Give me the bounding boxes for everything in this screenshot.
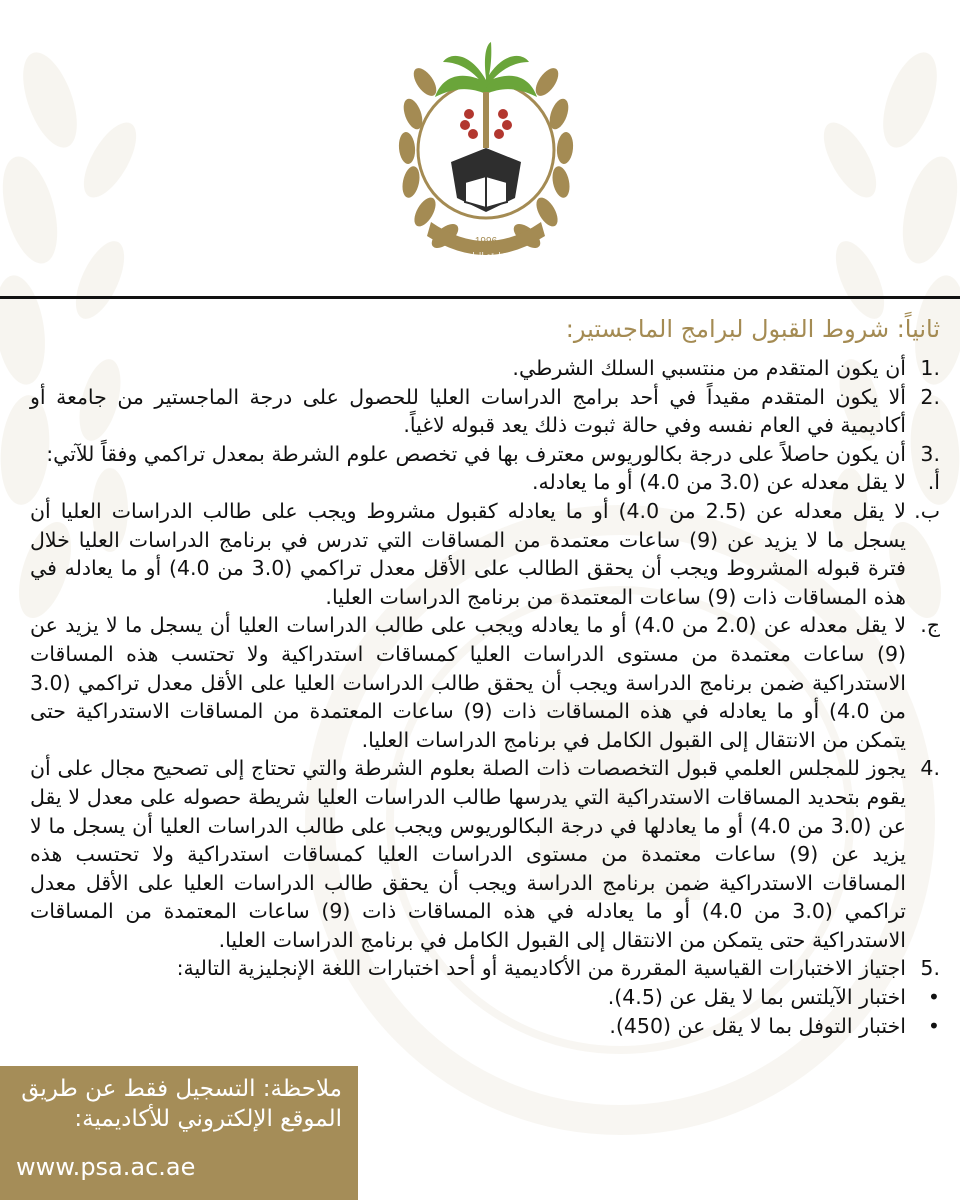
condition-item xyxy=(30,954,940,983)
registration-note xyxy=(12,1074,342,1134)
academy-logo xyxy=(395,22,577,267)
logo-year: 1996 xyxy=(474,236,498,247)
item-text: يجوز للمجلس العلمي قبول التخصصات ذات الصلة بعلوم الشرطة والتي تحتاج إلى تصحيح مجال على أن يقوم بتحديد المساقات الاستدراكية التي يدرسها طالب الدراسات العليا شريطة حصوله على معدل لا يقل عن (3.0 من 4.0) أو ما يعادلها في درجة البكالوريوس ويجب على طالب الدراسات العليا أن يسجل ما لا يزيد عن (9) ساعات معتمدة من مستوى الدراسات العليا كمساقات استدراكية ولا تحتسب هذه المساقات الاستدراكية ضمن برنامج الدراسة ويجب أن يحقق طالب الدراسات العليا على الأقل معدل تراكمي (3.0 من 4.0) أو ما يعادله في هذه المساقات ذات (9) ساعات المعتمدة من المساقات الاستدراكية حتى يتمكن من الانتقال إلى القبول الكامل في برنامج الدراسات العليا. xyxy=(30,756,906,952)
condition-subitem xyxy=(30,497,940,611)
note-line-1: ملاحظة: التسجيل فقط عن طريق xyxy=(21,1076,342,1102)
subitem-text: لا يقل معدله عن (2.0 من 4.0) أو ما يعادله ويجب على طالب الدراسات العليا أن يسجل ما لا يزيد عن (9) ساعات معتمدة من مستوى الدراسات العليا كمساقات استدراكية ولا تحتسب هذه المساقات الاستدراكية ضمن برنامج الدراسة ويجب أن يحقق طالب الدراسات العليا على الأقل معدل تراكمي (3.0 من 4.0) أو ما يعادله في هذه المساقات ذات (9) ساعات المعتمدة من المساقات الاستدراكية حتى يتمكن من الانتقال إلى القبول الكامل في برنامج الدراسات العليا. xyxy=(30,613,907,752)
section-title: ثانياً: شروط القبول لبرامج الماجستير: xyxy=(565,315,940,343)
item-text: أن يكون حاصلاً على درجة بكالوريوس معترف بها في تخصص علوم الشرطة بمعدل تراكمي وفقاً للآتي: xyxy=(46,441,906,466)
bullet-icon: • xyxy=(927,1013,940,1038)
language-test-bullet xyxy=(30,983,940,1012)
condition-subitem xyxy=(30,468,940,497)
bullet-text: اختبار الآيلتس بما لا يقل عن (4.5). xyxy=(607,985,906,1010)
condition-item xyxy=(30,440,940,469)
condition-item xyxy=(30,383,940,440)
language-test-bullet xyxy=(30,1012,940,1041)
item-number: .1 xyxy=(920,356,940,380)
subitem-letter: ب. xyxy=(914,498,940,523)
item-number: .5 xyxy=(920,956,940,981)
item-number: .3 xyxy=(920,441,940,466)
top-divider xyxy=(0,296,960,299)
website-link[interactable]: www.psa.ac.ae xyxy=(16,1153,196,1181)
subitem-text: لا يقل معدله عن (3.0 من 4.0) أو ما يعادله. xyxy=(532,470,906,495)
admission-conditions xyxy=(30,308,940,1040)
subitem-letter: أ. xyxy=(927,470,940,495)
condition-item xyxy=(30,754,940,954)
condition-item xyxy=(30,354,940,383)
subitem-letter: ج. xyxy=(920,613,940,638)
item-text: اجتياز الاختبارات القياسية المقررة من الأكاديمية أو أحد اختبارات اللغة الإنجليزية التالية: xyxy=(176,956,906,981)
item-number: .4 xyxy=(920,756,940,781)
item-number: .2 xyxy=(920,384,940,409)
condition-subitem xyxy=(30,611,940,754)
note-line-2: الموقع الإلكتروني للأكاديمية: xyxy=(74,1106,342,1132)
item-text: أن يكون المتقدم من منتسبي السلك الشرطي. xyxy=(512,356,906,380)
bullet-text: اختبار التوفل بما لا يقل عن (450). xyxy=(609,1013,906,1038)
item-text: ألا يكون المتقدم مقيداً في أحد برامج الدراسات العليا للحصول على درجة الماجستير من جامعة أو أكاديمية في العام نفسه وفي حالة ثبوت ذلك يعد قبوله لاغياً. xyxy=(30,384,906,438)
bullet-icon: • xyxy=(927,985,940,1010)
logo-name: أكاديمية الشارقة للعلوم الشرطية xyxy=(431,251,541,260)
subitem-text: لا يقل معدله عن (2.5 من 4.0) أو ما يعادله كقبول مشروط ويجب على طالب الدراسات العليا أن يسجل ما لا يزيد عن (9) ساعات معتمدة من المساقات التي تدرس في برنامج الدراسات العليا خلال فترة قبوله المشروط ويجب أن يحقق الطالب على الأقل معدل تراكمي (3.0 من 4.0) أو ما يعادله في هذه المساقات ذات (9) ساعات المعتمدة من برنامج الدراسات العليا. xyxy=(30,498,906,609)
